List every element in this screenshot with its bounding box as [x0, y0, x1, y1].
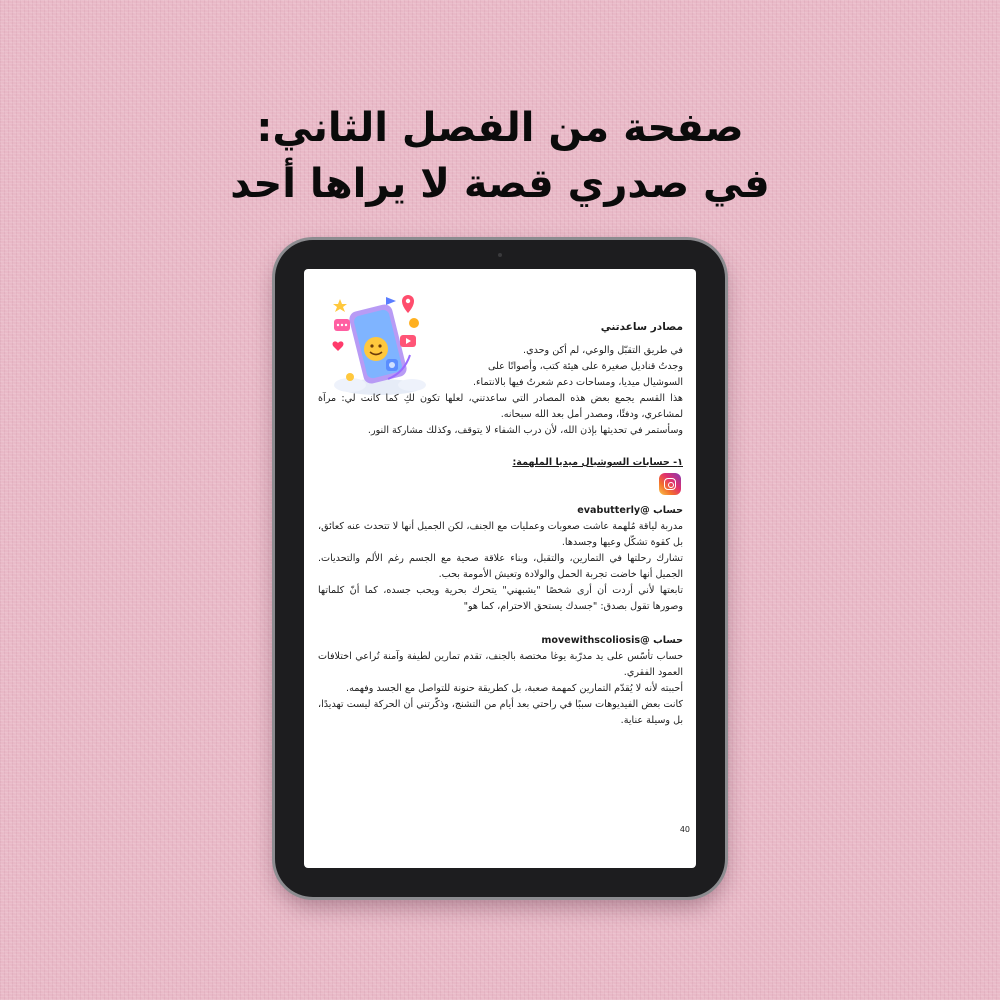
headline-line-2: في صدري قصة لا يراها أحد	[230, 161, 770, 207]
social-accounts-subheading: ١- حسابات السوشيال ميديا الملهمة:	[512, 457, 683, 468]
headline	[0, 100, 1000, 212]
intro-line: السوشيال ميديا، ومساحات دعم شعرتُ فيها بالانتماء.	[473, 377, 683, 388]
account-description	[318, 519, 683, 615]
account-line: أحببته لأنه لا يُقدّم التمارين كمهمة صعبة، بل كطريقة حنونة للتواصل مع الجسد وفهمه.	[346, 683, 683, 694]
intro-line: وسأستمر في تحديثها بإذن الله، لأن درب الشفاء لا يتوقف، وكذلك مشاركة النور.	[367, 425, 683, 436]
account-line: تابعتها لأني أردت أن أرى شخصًا "يشبهني" يتحرك بحرية ويحب جسده، كما أنّ كلماتها وصورها تقول بصدق: "جسدك يستحق الاحترام، كما هو"	[318, 585, 683, 612]
account-line: حساب تأسّس على يد مدرّبة يوغا مختصة بالجنف، تقدم تمارين لطيفة وآمنة تُراعي اختلافات العمود الفقري.	[318, 651, 683, 678]
tablet-device	[275, 240, 725, 897]
instagram-icon	[659, 473, 681, 495]
intro-line: في طريق التقبّل والوعي، لم أكن وحدي.	[523, 345, 683, 356]
account-title: حساب @evabutterly	[577, 505, 683, 516]
book-page	[318, 291, 683, 729]
tablet-screen[interactable]	[304, 269, 696, 868]
account-description	[318, 649, 683, 729]
front-camera	[498, 253, 502, 257]
instagram-row	[318, 473, 683, 497]
section-title: مصادر ساعدتني	[600, 321, 683, 333]
account-line: تشارك رحلتها في التمارين، والتقبل، وبناء علاقة صحية مع الجسم رغم الألم والتحديات. الجميل أنها خاضت تجربة الحمل والولادة وتعيش الأمومة بحب.	[318, 553, 683, 580]
page-number: 40	[679, 825, 690, 834]
intro-paragraph	[318, 343, 683, 439]
account-title: حساب @movewithscoliosis	[541, 635, 683, 646]
intro-line: هذا القسم يجمع بعض هذه المصادر التي ساعدتني، لعلها تكون لكِ كما كانت لي: مرآة لمشاعري، ودفئًا، ومصدر أمل بعد الله سبحانه.	[318, 393, 683, 420]
account-line: مدربة لياقة مُلهمة عاشت صعوبات وعمليات مع الجنف، لكن الجميل أنها لا تتحدث عنه كعائق، بل كقوة تشكّل وعيها وجسدها.	[318, 521, 683, 548]
account-movewithscoliosis	[318, 633, 683, 729]
headline-line-1: صفحة من الفصل الثاني:	[256, 105, 744, 151]
account-evabutterly	[318, 503, 683, 615]
account-line: كانت بعض الفيديوهات سببًا في راحتي بعد أيام من التشنج، وذكّرتني أن الحركة ليست تهديدًا، بل وسيلة عناية.	[318, 699, 683, 726]
intro-line: وجدتُ قناديل صغيرة على هيئة كتب، وأصواتًا على	[487, 361, 683, 372]
